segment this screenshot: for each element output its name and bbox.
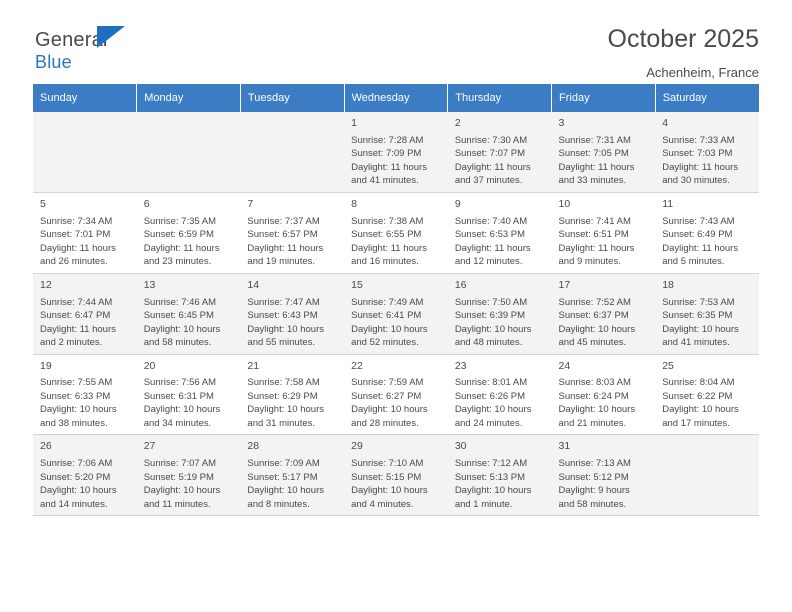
calendar-day-cell: [344, 354, 448, 435]
daylight-text-line2: and 14 minutes.: [40, 498, 108, 510]
daylight-text-line2: and 19 minutes.: [247, 256, 316, 268]
daylight-text-line1: Daylight: 10 hours: [40, 404, 117, 416]
daylight-text-line2: and 31 minutes.: [247, 417, 316, 429]
calendar-day-cell: [552, 192, 656, 273]
daylight-text-line2: and 26 minutes.: [40, 256, 108, 268]
daylight-text-line2: and 1 minute.: [454, 498, 513, 510]
calendar-day-cell: [552, 435, 656, 516]
calendar-day-cell: [655, 273, 759, 354]
daylight-text-line2: and 41 minutes.: [351, 175, 419, 187]
sunset-text: Sunset: 6:29 PM: [247, 390, 318, 402]
sunrise-text: Sunrise: 8:04 AM: [662, 377, 735, 389]
calendar-day-cell: [552, 273, 656, 354]
day-number: 17: [558, 278, 571, 291]
sunset-text: Sunset: 6:53 PM: [454, 229, 526, 241]
daylight-text-line1: Daylight: 11 hours: [662, 242, 739, 254]
sunrise-text: Sunrise: 7:47 AM: [247, 296, 320, 308]
day-number: 9: [454, 197, 461, 210]
sunrise-text: Sunrise: 7:33 AM: [662, 134, 735, 146]
daylight-text-line1: Daylight: 11 hours: [40, 242, 116, 254]
daylight-text-line2: and 24 minutes.: [454, 417, 523, 429]
daylight-text-line1: Daylight: 10 hours: [454, 485, 532, 497]
sunset-text: Sunset: 5:19 PM: [143, 471, 214, 483]
sunrise-text: Sunrise: 7:12 AM: [454, 458, 528, 470]
calendar-day-cell: [655, 112, 759, 192]
page-header: [33, 0, 759, 80]
daylight-text-line2: and 16 minutes.: [351, 256, 419, 268]
daylight-text-line1: Daylight: 11 hours: [662, 161, 739, 173]
daylight-text-line1: Daylight: 11 hours: [558, 161, 635, 173]
day-number: 23: [454, 359, 467, 372]
sunset-text: Sunset: 7:05 PM: [558, 148, 629, 160]
calendar-day-cell: [33, 435, 137, 516]
daylight-text-line1: Daylight: 10 hours: [143, 323, 221, 335]
calendar-day-cell: [655, 435, 759, 516]
sunrise-text: Sunrise: 7:13 AM: [558, 458, 631, 470]
sunrise-text: Sunrise: 7:40 AM: [454, 215, 528, 227]
flag-icon: [97, 26, 125, 48]
calendar-day-cell: [240, 273, 344, 354]
weekday-header-thursday: Thursday: [448, 84, 552, 112]
day-number: 7: [247, 197, 254, 210]
daylight-text-line1: Daylight: 11 hours: [143, 242, 220, 254]
sunrise-text: Sunrise: 7:06 AM: [40, 458, 113, 470]
daylight-text-line1: Daylight: 11 hours: [351, 161, 427, 173]
sunrise-text: Sunrise: 7:28 AM: [351, 134, 424, 146]
daylight-text-line1: Daylight: 10 hours: [247, 404, 324, 416]
sunset-text: Sunset: 6:49 PM: [662, 229, 733, 241]
weekday-header-tuesday: Tuesday: [240, 84, 344, 112]
calendar-week-row: [33, 354, 759, 435]
day-number: 24: [558, 359, 571, 372]
day-number: 28: [247, 440, 260, 453]
weekday-header-saturday: Saturday: [655, 84, 759, 112]
daylight-text-line2: and 30 minutes.: [662, 175, 730, 187]
day-number: 10: [558, 197, 571, 210]
calendar-day-cell: [448, 435, 552, 516]
sunset-text: Sunset: 6:22 PM: [662, 390, 733, 402]
sunset-text: Sunset: 5:12 PM: [558, 471, 629, 483]
sunset-text: Sunset: 6:43 PM: [247, 310, 318, 322]
day-number: 5: [40, 197, 46, 210]
logo-text-general: General: [35, 29, 108, 51]
calendar-day-cell: [552, 354, 656, 435]
day-number: 21: [247, 359, 260, 372]
sunrise-text: Sunrise: 7:53 AM: [662, 296, 735, 308]
calendar-week-row: [33, 273, 759, 354]
daylight-text-line2: and 34 minutes.: [143, 417, 212, 429]
daylight-text-line2: and 41 minutes.: [662, 337, 730, 349]
day-number: 8: [351, 197, 357, 210]
daylight-text-line2: and 33 minutes.: [558, 175, 627, 187]
sunset-text: Sunset: 6:45 PM: [143, 310, 214, 322]
calendar-day-cell: [137, 112, 241, 192]
calendar-day-cell: [344, 273, 448, 354]
day-number: 4: [662, 117, 669, 129]
day-number: 3: [558, 117, 565, 129]
daylight-text-line2: and 58 minutes.: [143, 337, 212, 349]
sunset-text: Sunset: 6:59 PM: [143, 229, 214, 241]
daylight-text-line2: and 48 minutes.: [454, 337, 523, 349]
sunrise-text: Sunrise: 7:37 AM: [247, 215, 320, 227]
sunrise-text: Sunrise: 7:10 AM: [351, 458, 424, 470]
sunrise-text: Sunrise: 7:38 AM: [351, 215, 424, 227]
sunrise-sunset-calendar: [33, 84, 759, 516]
sunrise-text: Sunrise: 7:55 AM: [40, 377, 113, 389]
daylight-text-line2: and 52 minutes.: [351, 337, 419, 349]
brand-logo: [35, 30, 108, 71]
daylight-text-line1: Daylight: 11 hours: [454, 242, 531, 254]
daylight-text-line1: Daylight: 10 hours: [454, 323, 532, 335]
daylight-text-line2: and 58 minutes.: [558, 498, 627, 510]
daylight-text-line1: Daylight: 10 hours: [247, 485, 324, 497]
sunrise-text: Sunrise: 7:58 AM: [247, 377, 320, 389]
calendar-day-cell: [655, 354, 759, 435]
sunset-text: Sunset: 6:27 PM: [351, 390, 422, 402]
daylight-text-line2: and 5 minutes.: [662, 256, 725, 268]
sunrise-text: Sunrise: 8:03 AM: [558, 377, 631, 389]
sunset-text: Sunset: 6:41 PM: [351, 310, 422, 322]
daylight-text-line1: Daylight: 11 hours: [558, 242, 635, 254]
calendar-day-cell: [344, 435, 448, 516]
daylight-text-line1: Daylight: 10 hours: [143, 485, 221, 497]
daylight-text-line2: and 38 minutes.: [40, 417, 108, 429]
sunrise-text: Sunrise: 7:44 AM: [40, 296, 113, 308]
sunset-text: Sunset: 6:33 PM: [40, 390, 111, 402]
sunset-text: Sunset: 6:26 PM: [454, 390, 526, 402]
weekday-header-wednesday: Wednesday: [344, 84, 448, 112]
daylight-text-line2: and 12 minutes.: [454, 256, 523, 268]
sunset-text: Sunset: 5:15 PM: [351, 471, 422, 483]
sunset-text: Sunset: 7:09 PM: [351, 148, 422, 160]
calendar-day-cell: [137, 273, 241, 354]
day-number: 20: [143, 359, 156, 372]
sunrise-text: Sunrise: 7:09 AM: [247, 458, 320, 470]
calendar-week-row: [33, 112, 759, 192]
day-number: 14: [247, 278, 260, 291]
daylight-text-line1: Daylight: 10 hours: [454, 404, 532, 416]
daylight-text-line1: Daylight: 10 hours: [558, 323, 636, 335]
weekday-header-friday: Friday: [552, 84, 656, 112]
calendar-week-row: [33, 192, 759, 273]
day-number: 1: [351, 117, 357, 129]
sunset-text: Sunset: 6:35 PM: [662, 310, 733, 322]
sunset-text: Sunset: 6:39 PM: [454, 310, 526, 322]
day-number: 15: [351, 278, 363, 291]
sunrise-text: Sunrise: 7:50 AM: [454, 296, 528, 308]
weekday-header-row: [33, 84, 759, 112]
daylight-text-line2: and 17 minutes.: [662, 417, 730, 429]
calendar-day-cell: [33, 112, 137, 192]
calendar-day-cell: [137, 354, 241, 435]
calendar-day-cell: [240, 112, 344, 192]
day-number: 11: [662, 197, 674, 210]
calendar-day-cell: [448, 273, 552, 354]
sunrise-text: Sunrise: 7:56 AM: [143, 377, 217, 389]
daylight-text-line2: and 2 minutes.: [40, 337, 103, 349]
daylight-text-line1: Daylight: 9 hours: [558, 485, 630, 497]
daylight-text-line1: Daylight: 10 hours: [143, 404, 221, 416]
sunrise-text: Sunrise: 7:35 AM: [143, 215, 217, 227]
daylight-text-line2: and 28 minutes.: [351, 417, 419, 429]
calendar-day-cell: [137, 192, 241, 273]
location-label: Achenheim, France: [646, 64, 759, 80]
daylight-text-line1: Daylight: 10 hours: [351, 404, 428, 416]
day-number: 27: [143, 440, 156, 453]
day-number: 30: [454, 440, 467, 453]
sunset-text: Sunset: 5:17 PM: [247, 471, 318, 483]
calendar-day-cell: [448, 112, 552, 192]
sunset-text: Sunset: 6:55 PM: [351, 229, 422, 241]
sunrise-text: Sunrise: 7:41 AM: [558, 215, 631, 227]
sunrise-text: Sunrise: 7:59 AM: [351, 377, 424, 389]
sunrise-text: Sunrise: 7:34 AM: [40, 215, 113, 227]
sunrise-text: Sunrise: 7:31 AM: [558, 134, 631, 146]
daylight-text-line1: Daylight: 11 hours: [454, 161, 531, 173]
daylight-text-line2: and 4 minutes.: [351, 498, 414, 510]
sunset-text: Sunset: 6:24 PM: [558, 390, 629, 402]
sunset-text: Sunset: 6:57 PM: [247, 229, 318, 241]
daylight-text-line1: Daylight: 10 hours: [247, 323, 324, 335]
title-block: [33, 26, 759, 80]
sunrise-text: Sunrise: 7:49 AM: [351, 296, 424, 308]
daylight-text-line1: Daylight: 10 hours: [662, 404, 739, 416]
daylight-text-line1: Daylight: 10 hours: [351, 485, 428, 497]
calendar-day-cell: [137, 435, 241, 516]
calendar-day-cell: [344, 192, 448, 273]
day-number: 12: [40, 278, 52, 291]
day-number: 16: [454, 278, 467, 291]
daylight-text-line2: and 45 minutes.: [558, 337, 627, 349]
sunset-text: Sunset: 5:13 PM: [454, 471, 526, 483]
sunset-text: Sunset: 6:47 PM: [40, 310, 111, 322]
calendar-day-cell: [552, 112, 656, 192]
calendar-day-cell: [240, 354, 344, 435]
calendar-day-cell: [448, 354, 552, 435]
calendar-day-cell: [33, 192, 137, 273]
daylight-text-line2: and 23 minutes.: [143, 256, 212, 268]
daylight-text-line2: and 11 minutes.: [143, 498, 211, 510]
daylight-text-line1: Daylight: 11 hours: [40, 323, 116, 335]
day-number: 26: [40, 440, 52, 453]
calendar-week-row: [33, 435, 759, 516]
day-number: 25: [662, 359, 674, 372]
daylight-text-line2: and 21 minutes.: [558, 417, 627, 429]
day-number: 18: [662, 278, 674, 291]
sunrise-text: Sunrise: 7:07 AM: [143, 458, 217, 470]
weekday-header-monday: Monday: [137, 84, 241, 112]
sunset-text: Sunset: 7:03 PM: [662, 148, 733, 160]
sunrise-text: Sunrise: 8:01 AM: [454, 377, 528, 389]
day-number: 2: [454, 117, 461, 129]
sunrise-text: Sunrise: 7:43 AM: [662, 215, 735, 227]
daylight-text-line2: and 9 minutes.: [558, 256, 621, 268]
calendar-day-cell: [33, 354, 137, 435]
calendar-day-cell: [240, 192, 344, 273]
daylight-text-line2: and 37 minutes.: [454, 175, 523, 187]
sunrise-text: Sunrise: 7:30 AM: [454, 134, 528, 146]
daylight-text-line1: Daylight: 10 hours: [662, 323, 739, 335]
weekday-header-sunday: Sunday: [33, 84, 137, 112]
daylight-text-line1: Daylight: 10 hours: [40, 485, 117, 497]
sunset-text: Sunset: 6:31 PM: [143, 390, 214, 402]
calendar-day-cell: [33, 273, 137, 354]
sunset-text: Sunset: 5:20 PM: [40, 471, 111, 483]
calendar-day-cell: [344, 112, 448, 192]
daylight-text-line1: Daylight: 10 hours: [558, 404, 636, 416]
sunrise-text: Sunrise: 7:46 AM: [143, 296, 217, 308]
daylight-text-line2: and 8 minutes.: [247, 498, 310, 510]
calendar-day-cell: [448, 192, 552, 273]
calendar-day-cell: [240, 435, 344, 516]
sunset-text: Sunset: 6:37 PM: [558, 310, 629, 322]
day-number: 6: [143, 197, 150, 210]
day-number: 29: [351, 440, 363, 453]
daylight-text-line1: Daylight: 11 hours: [247, 242, 324, 254]
day-number: 22: [351, 359, 363, 372]
calendar-day-cell: [655, 192, 759, 273]
sunrise-text: Sunrise: 7:52 AM: [558, 296, 631, 308]
page-title: October 2025: [607, 25, 759, 53]
sunset-text: Sunset: 6:51 PM: [558, 229, 629, 241]
day-number: 19: [40, 359, 52, 372]
daylight-text-line2: and 55 minutes.: [247, 337, 316, 349]
daylight-text-line1: Daylight: 11 hours: [351, 242, 427, 254]
logo-text-blue: Blue: [35, 52, 72, 72]
sunset-text: Sunset: 7:01 PM: [40, 229, 111, 241]
sunset-text: Sunset: 7:07 PM: [454, 148, 526, 160]
day-number: 13: [143, 278, 156, 291]
daylight-text-line1: Daylight: 10 hours: [351, 323, 428, 335]
day-number: 31: [558, 440, 571, 453]
